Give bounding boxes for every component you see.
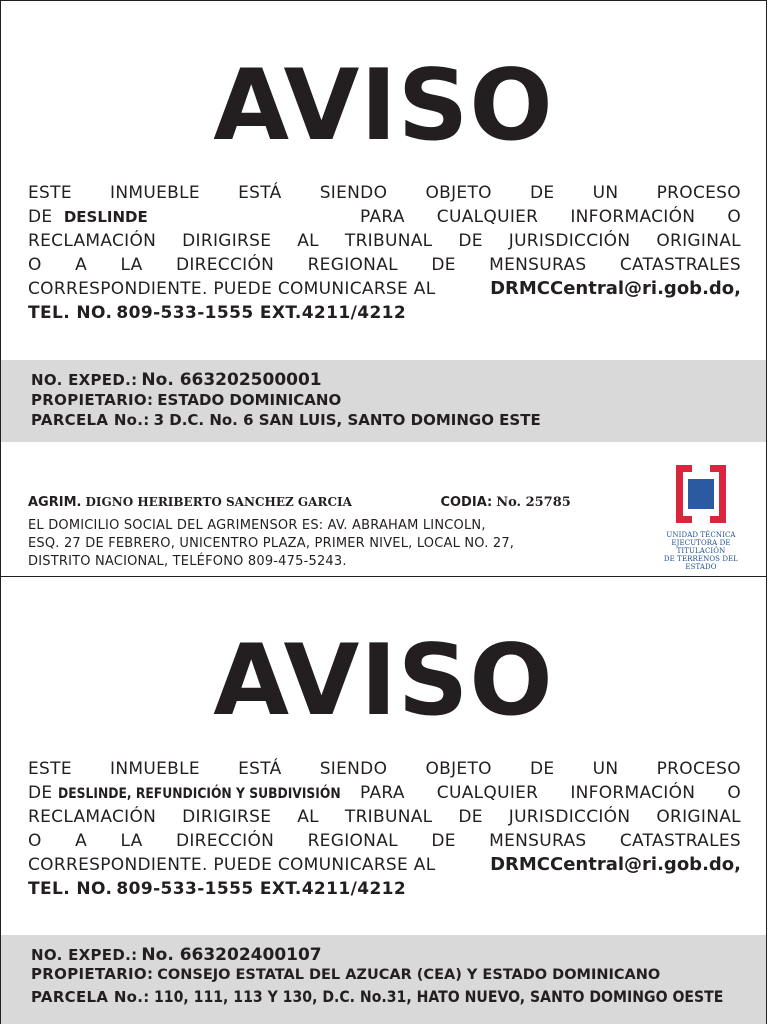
phone-label: TEL. NO.	[28, 303, 113, 323]
body-word: UN	[592, 183, 619, 203]
body-word: DIRECCIÓN	[175, 255, 275, 275]
owner-row	[31, 391, 341, 409]
body-word: LA	[120, 831, 143, 851]
body-word: DE	[431, 831, 456, 851]
phone-value: 809-533-1555 EXT.4211/4212	[116, 303, 407, 323]
body-word: DIRIGIRSE	[182, 807, 272, 827]
body-word: ORIGINAL	[656, 807, 741, 827]
contact-email[interactable]: DRMCCentral@ri.gob.do,	[490, 854, 741, 875]
body-word: DE	[431, 255, 456, 275]
expedient-label: NO. EXPED.:	[31, 371, 138, 389]
expedient-row	[31, 945, 322, 965]
body-word: DE	[28, 207, 53, 227]
phone-label: TEL. NO.	[28, 879, 113, 899]
body-word: ESTE	[28, 759, 72, 779]
body-word: MENSURAS	[489, 255, 587, 275]
body-word: PROCESO	[656, 183, 741, 203]
phone-line	[28, 301, 741, 325]
body-word: UN	[592, 759, 619, 779]
expedient-value: No. 663202400107	[141, 945, 322, 965]
body-word: INFORMACIÓN	[570, 207, 696, 227]
body-line	[28, 781, 741, 805]
body-word: JURISDICCIÓN	[508, 807, 631, 827]
body-word: TRIBUNAL	[344, 807, 433, 827]
body-word: O	[727, 783, 741, 803]
body-word: LA	[120, 255, 143, 275]
notice-body	[28, 757, 741, 901]
body-word: A	[75, 831, 88, 851]
body-word: MENSURAS	[489, 831, 587, 851]
body-line	[28, 253, 741, 277]
body-line	[28, 829, 741, 853]
body-word: ESTE	[28, 183, 72, 203]
body-word: SIENDO	[319, 183, 388, 203]
codia-value: No. 25785	[496, 495, 571, 510]
expedient-value: No. 663202500001	[141, 370, 322, 390]
body-word: INMUEBLE	[110, 183, 200, 203]
parcel-label: PARCELA No.:	[31, 411, 150, 429]
body-word: ORIGINAL	[656, 231, 741, 251]
notice-title: AVISO	[213, 624, 554, 738]
owner-label: PROPIETARIO:	[31, 391, 154, 409]
logo-text-line: EJECUTORA DE TITULACIÓN	[671, 539, 731, 555]
record-info-band	[1, 935, 766, 1024]
parcel-value: 110, 111, 113 Y 130, D.C. No.31, HATO NUEVO, SANTO DOMINGO OESTE	[153, 987, 723, 1006]
body-line	[28, 181, 741, 205]
body-word: O	[727, 207, 741, 227]
body-word: INMUEBLE	[110, 759, 200, 779]
body-word: RECLAMACIÓN	[28, 807, 157, 827]
process-field	[28, 781, 341, 805]
surveyor-name: DIGNO HERIBERTO SANCHEZ GARCIA	[85, 495, 352, 509]
address-line: EL DOMICILIO SOCIAL DEL AGRIMENSOR ES: AV. ABRAHAM LINCOLN,	[28, 518, 486, 533]
expedient-row	[31, 370, 322, 390]
owner-row	[31, 965, 660, 983]
body-line	[28, 757, 741, 781]
body-line	[28, 205, 741, 229]
body-word: ESTÁ	[238, 759, 282, 779]
body-word: O	[28, 255, 42, 275]
body-word: DE	[458, 231, 483, 251]
logo-text	[649, 531, 753, 571]
phone-line	[28, 877, 741, 901]
body-word: TRIBUNAL	[344, 231, 433, 251]
body-line	[28, 853, 741, 877]
parcel-row	[31, 411, 541, 429]
parcel-label: PARCELA No.:	[31, 988, 150, 1006]
address-line: ESQ. 27 DE FEBRERO, UNICENTRO PLAZA, PRIMER NIVEL, LOCAL NO. 27,	[28, 536, 515, 551]
body-word: RECLAMACIÓN	[28, 231, 157, 251]
body-word: CATASTRALES	[619, 831, 741, 851]
body-word: REGIONAL	[307, 831, 398, 851]
body-word: DE	[530, 759, 555, 779]
owner-label: PROPIETARIO:	[31, 965, 154, 983]
body-word: A	[75, 255, 88, 275]
parcel-row	[31, 987, 768, 1006]
body-line	[28, 277, 741, 301]
surveyor-block	[28, 495, 571, 571]
body-word: DIRIGIRSE	[182, 231, 272, 251]
surveyor-label: AGRIM.	[28, 495, 82, 510]
agency-logo	[649, 463, 753, 571]
address-line: DISTRITO NACIONAL, TELÉFONO 809-475-5243.	[28, 554, 347, 569]
body-word: DE	[28, 783, 53, 803]
body-word: CUALQUIER	[436, 783, 539, 803]
process-field	[28, 205, 328, 229]
owner-value: ESTADO DOMINICANO	[157, 391, 342, 409]
body-word: INFORMACIÓN	[570, 783, 696, 803]
record-info-band	[1, 360, 766, 442]
body-text: CORRESPONDIENTE. PUEDE COMUNICARSE AL	[28, 855, 436, 875]
body-word: CATASTRALES	[619, 255, 741, 275]
body-word: O	[28, 831, 42, 851]
phone-value: 809-533-1555 EXT.4211/4212	[116, 879, 407, 899]
body-line	[28, 805, 741, 829]
notice-title: AVISO	[213, 49, 554, 163]
body-word: JURISDICCIÓN	[508, 231, 631, 251]
body-word: PARA	[360, 783, 405, 803]
body-word: ESTÁ	[238, 183, 282, 203]
parcel-value: 3 D.C. No. 6 SAN LUIS, SANTO DOMINGO ESTE	[153, 411, 541, 429]
body-word: AL	[297, 807, 319, 827]
notice-card	[0, 577, 767, 1024]
body-word: DE	[458, 807, 483, 827]
body-line	[28, 229, 741, 253]
contact-email[interactable]: DRMCCentral@ri.gob.do,	[490, 278, 741, 299]
notice-body	[28, 181, 741, 325]
surveyor-address	[28, 517, 571, 571]
body-word: CUALQUIER	[436, 207, 539, 227]
body-word: SIENDO	[319, 759, 388, 779]
expedient-label: NO. EXPED.:	[31, 946, 138, 964]
body-word: AL	[297, 231, 319, 251]
logo-text-line: UNIDAD TÉCNICA	[666, 531, 736, 539]
body-word: OBJETO	[425, 759, 492, 779]
owner-value: CONSEJO ESTATAL DEL AZUCAR (CEA) Y ESTADO DOMINICANO	[157, 967, 661, 983]
bracket-square-logo-icon	[670, 463, 732, 525]
surveyor-row	[28, 495, 571, 515]
process-type: DESLINDE, REFUNDICIÓN Y SUBDIVISIÓN	[58, 786, 341, 802]
body-word: DIRECCIÓN	[175, 831, 275, 851]
codia-label: CODIA:	[440, 495, 493, 510]
body-word: REGIONAL	[307, 255, 398, 275]
body-word: DE	[530, 183, 555, 203]
body-text: CORRESPONDIENTE. PUEDE COMUNICARSE AL	[28, 279, 436, 299]
process-type: DESLINDE	[63, 208, 148, 226]
body-word: PARA	[360, 207, 405, 227]
logo-text-line: DE TERRENOS DEL ESTADO	[663, 555, 739, 571]
body-word: PROCESO	[656, 759, 741, 779]
body-word: OBJETO	[425, 183, 492, 203]
